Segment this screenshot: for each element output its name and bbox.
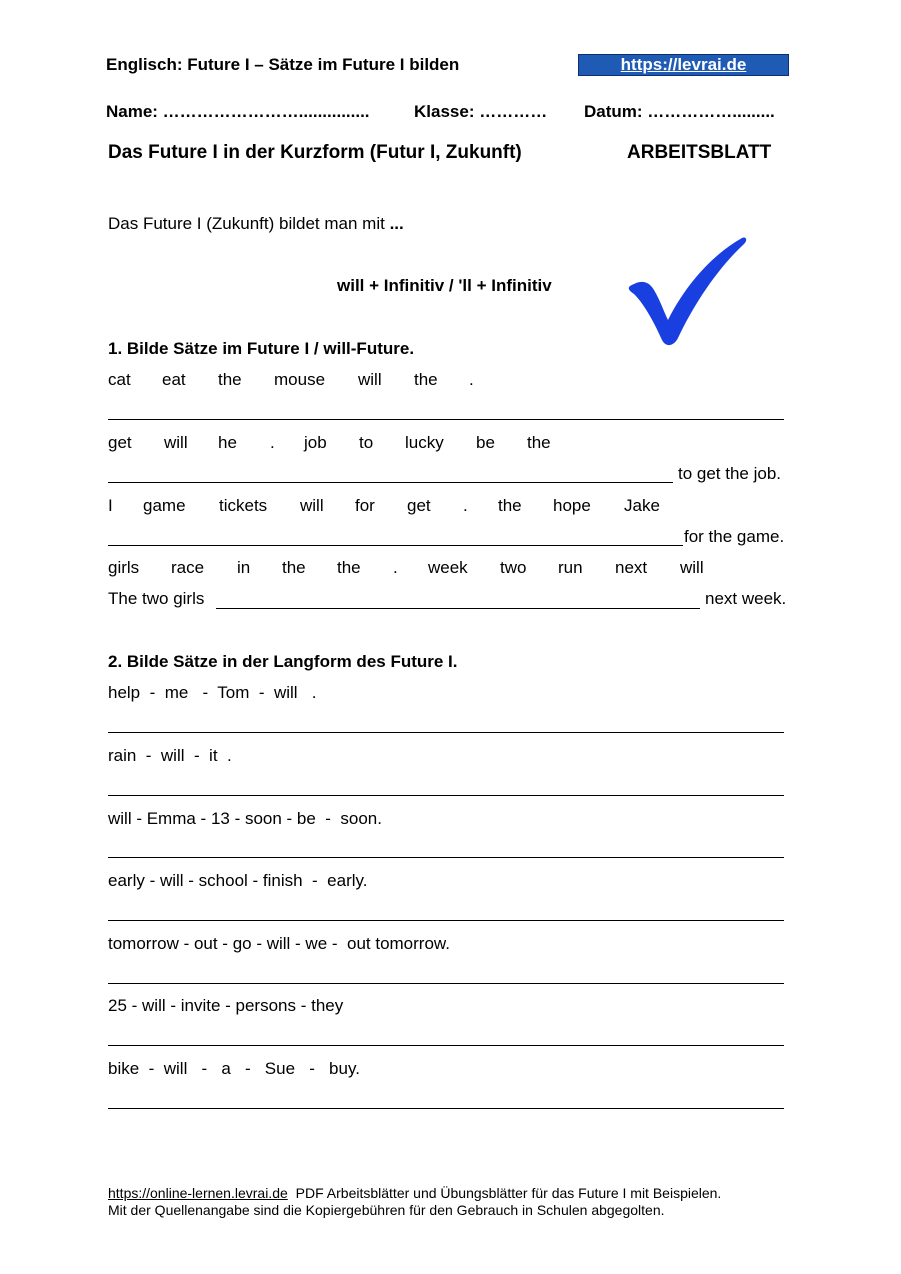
word: the bbox=[218, 370, 242, 389]
word: to bbox=[359, 433, 374, 452]
answer-line[interactable] bbox=[108, 1108, 784, 1109]
word: tickets bbox=[219, 496, 268, 515]
answer-line[interactable] bbox=[108, 983, 784, 984]
word: mouse bbox=[274, 370, 326, 389]
answer-line[interactable] bbox=[108, 795, 784, 796]
word: week bbox=[428, 558, 468, 577]
site-link[interactable]: https://levrai.de bbox=[620, 55, 747, 74]
worksheet-label: ARBEITSBLATT bbox=[627, 142, 772, 163]
exercise-words: help - me - Tom - will . bbox=[108, 683, 317, 702]
footer-line-1 bbox=[108, 1185, 721, 1202]
word: get bbox=[407, 496, 431, 515]
intro-sentence: Das Future I (Zukunft) bildet man mit bbox=[108, 214, 385, 233]
word: cat bbox=[108, 370, 131, 389]
word: next bbox=[615, 558, 648, 577]
worksheet-title: Englisch: Future I – Sätze im Future I bilden bbox=[106, 55, 460, 74]
section2-heading: 2. Bilde Sätze in der Langform des Future I. bbox=[108, 652, 458, 671]
class-field: Klasse: ………… bbox=[414, 102, 548, 121]
exercise-words: 25 - will - invite - persons - they bbox=[108, 996, 344, 1015]
sentence-start: The two girls bbox=[108, 589, 205, 608]
word: Jake bbox=[624, 496, 660, 515]
exercise-words: bike - will - a - Sue - buy. bbox=[108, 1059, 360, 1078]
checkmark-icon bbox=[626, 234, 750, 348]
footer-text: PDF Arbeitsblätter und Übungsblätter für das Future I mit Beispielen. bbox=[295, 1185, 722, 1201]
exercise-words: tomorrow - out - go - will - we - out tomorrow. bbox=[108, 934, 450, 953]
word: eat bbox=[162, 370, 186, 389]
word: job bbox=[304, 433, 327, 452]
word: the bbox=[337, 558, 361, 577]
exercise-words: early - will - school - finish - early. bbox=[108, 871, 368, 890]
word: girls bbox=[108, 558, 140, 577]
intro-text bbox=[108, 214, 404, 234]
site-link-badge[interactable] bbox=[578, 54, 789, 76]
date-field: Datum: ……………......... bbox=[584, 102, 775, 121]
sentence-end: next week. bbox=[705, 589, 787, 608]
answer-line[interactable] bbox=[108, 732, 784, 733]
word: will bbox=[300, 496, 324, 515]
word: the bbox=[282, 558, 306, 577]
word: for bbox=[355, 496, 375, 515]
word: get bbox=[108, 433, 132, 452]
word: the bbox=[527, 433, 551, 452]
answer-line[interactable] bbox=[216, 608, 700, 609]
answer-line[interactable] bbox=[108, 1045, 784, 1046]
answer-line[interactable] bbox=[108, 857, 784, 858]
word: game bbox=[143, 496, 186, 515]
word: . bbox=[270, 433, 275, 452]
footer-line-2: Mit der Quellenangabe sind die Kopiergebühren für den Gebrauch in Schulen abgegolten. bbox=[108, 1202, 665, 1218]
footer-link[interactable]: https://online-lernen.levrai.de bbox=[108, 1185, 288, 1201]
answer-line[interactable] bbox=[108, 545, 683, 546]
word: will bbox=[680, 558, 704, 577]
word: I bbox=[108, 496, 113, 515]
sentence-end: for the game. bbox=[684, 527, 785, 546]
exercise-words: will - Emma - 13 - soon - be - soon. bbox=[108, 809, 382, 828]
word: lucky bbox=[405, 433, 444, 452]
word: . bbox=[393, 558, 398, 577]
word: be bbox=[476, 433, 495, 452]
exercise-words: rain - will - it . bbox=[108, 746, 232, 765]
word: will bbox=[164, 433, 188, 452]
name-field: Name: ……………………............... bbox=[106, 102, 370, 121]
formula: will + Infinitiv / 'll + Infinitiv bbox=[337, 276, 552, 295]
sentence-end: to get the job. bbox=[678, 464, 782, 483]
word: will bbox=[358, 370, 382, 389]
word: the bbox=[498, 496, 522, 515]
intro-ellipsis: ... bbox=[389, 214, 404, 233]
page-subtitle: Das Future I in der Kurzform (Futur I, Zukunft) bbox=[108, 142, 522, 163]
word: the bbox=[414, 370, 438, 389]
answer-line[interactable] bbox=[108, 920, 784, 921]
word: in bbox=[237, 558, 251, 577]
word: race bbox=[171, 558, 205, 577]
section1-heading: 1. Bilde Sätze im Future I / will-Future. bbox=[108, 339, 415, 358]
word: . bbox=[463, 496, 468, 515]
word: run bbox=[558, 558, 583, 577]
answer-line[interactable] bbox=[108, 482, 673, 483]
word: hope bbox=[553, 496, 591, 515]
word: two bbox=[500, 558, 527, 577]
answer-line[interactable] bbox=[108, 419, 784, 420]
word: he bbox=[218, 433, 237, 452]
word: . bbox=[469, 370, 474, 389]
